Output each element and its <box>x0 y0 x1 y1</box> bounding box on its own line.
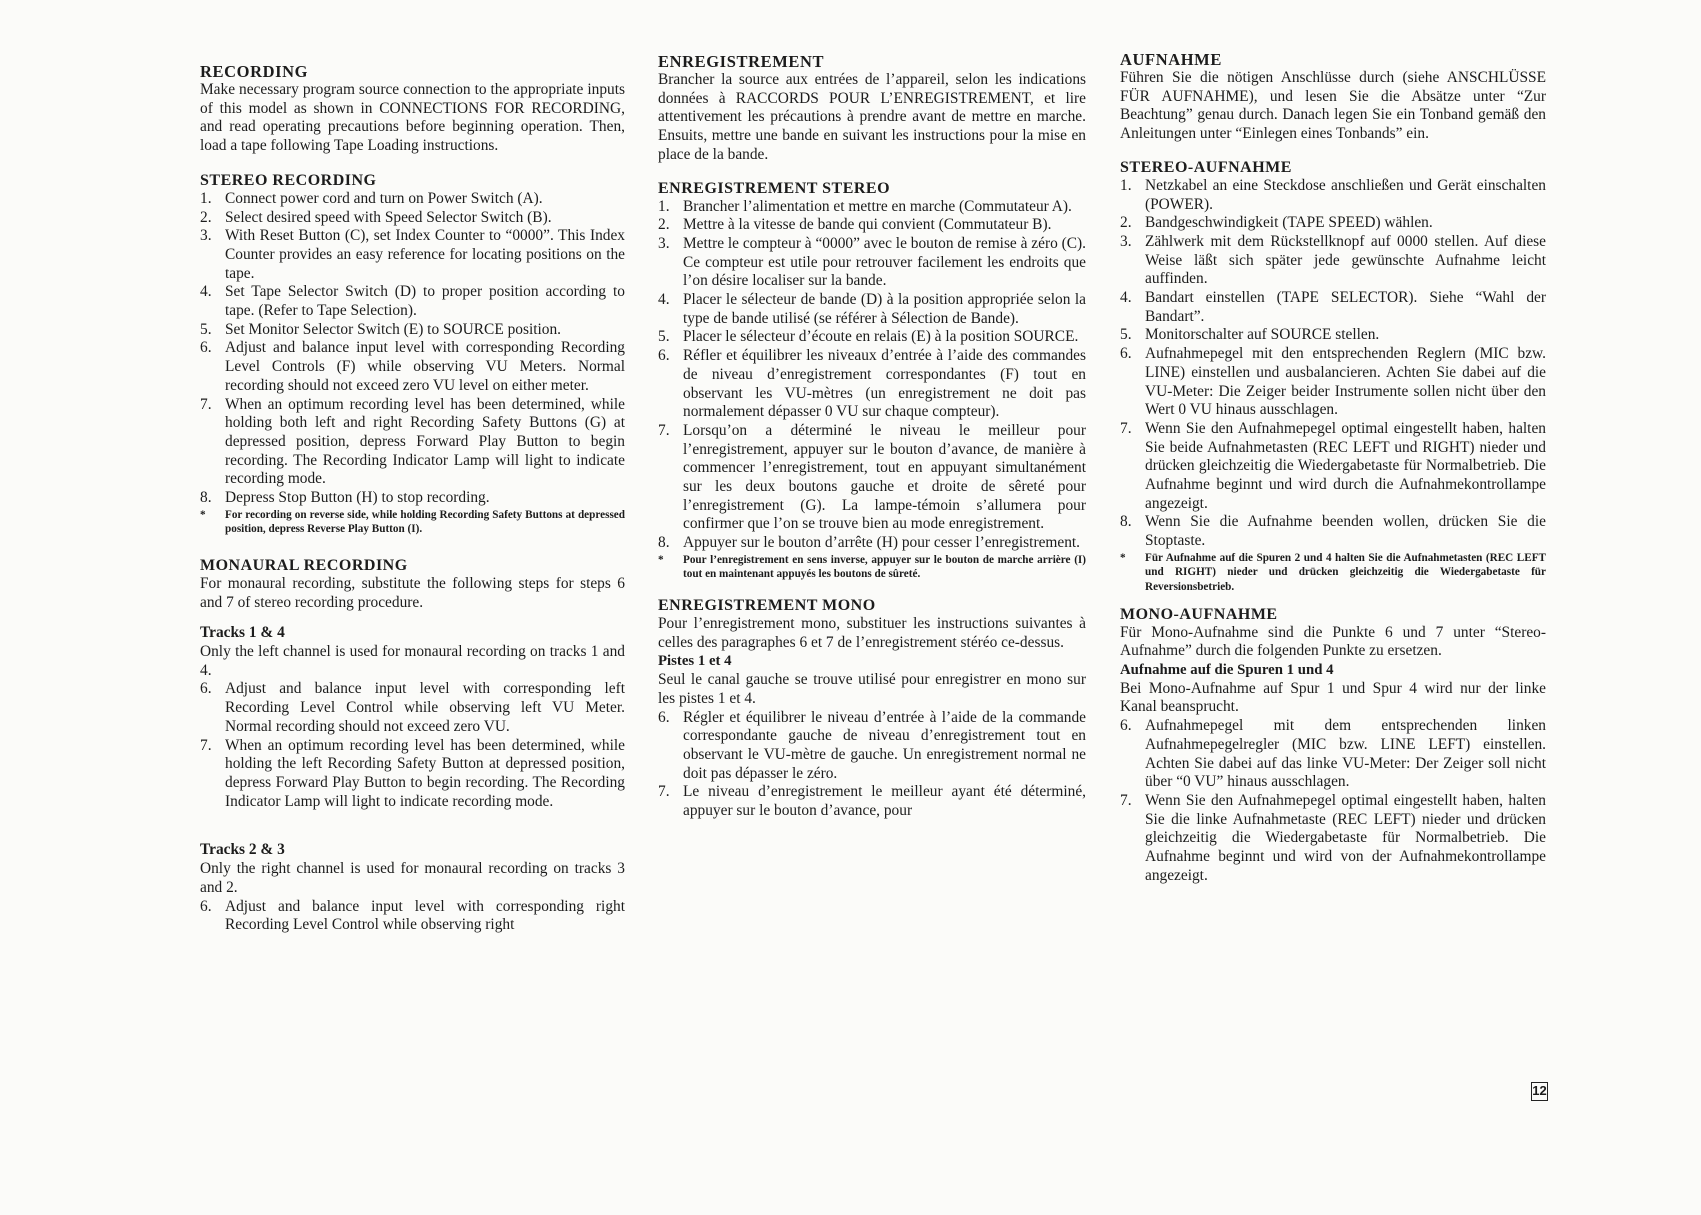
step: 6. Régler et équilibrer le niveau d’entrée à l’aide de la commande correspondante gauche de niveau d’enregistrement tout en observant le VU-mètre de gauche. Un enregistrement normal ne doit pas dépasser le zéro. <box>658 708 1086 782</box>
intro-paragraph: Führen Sie die nötigen Anschlüsse durch (siehe ANSCHLÜSSE FÜR AUFNAHME), und lesen Sie die Absätze unter “Zur Beachtung” genau durch. Danach legen Sie ein Tonband gemäß den Anleitungen unter “Einlegen eines Tonbands” ein. <box>1120 69 1546 143</box>
section-title: RECORDING <box>200 62 309 81</box>
step: 5. Monitorschalter auf SOURCE stellen. <box>1120 326 1380 344</box>
stereo-heading: STEREO-AUFNAHME <box>1120 158 1292 176</box>
reverse-note: * Für Aufnahme auf die Spuren 2 und 4 halten Sie die Aufnahmetasten (REC LEFT und RIGHT) nieder und drücken gleichzeitig die Wiedergabetaste für Reversionsbetrieb. <box>1120 551 1546 594</box>
step: 7. When an optimum recording level has been determined, while holding both left and right Recording Safety Buttons (G) at depressed position, depress Forward Play Button to begin recording. The Recording Indicator Lamp will light to indicate recording mode. <box>200 395 625 488</box>
tracks-1-4-steps <box>658 709 1086 821</box>
step: 3. Mettre le compteur à “0000” avec le bouton de remise à zéro (C). Ce compteur est utile pour retrouver facilement les endroits que l’on désire localiser sur la bande. <box>658 234 1086 290</box>
mono-heading: ENREGISTREMENT MONO <box>658 597 876 615</box>
stereo-heading: STEREO RECORDING <box>200 171 377 189</box>
mono-heading: MONO-AUFNAHME <box>1120 605 1278 623</box>
tracks-1-4-intro: Seul le canal gauche se trouve utilisé pour enregistrer en mono sur les pistes 1 et 4. <box>658 671 1086 707</box>
step: 3. Zählwerk mit dem Rückstellknopf auf 0000 stellen. Auf diese Weise läßt sich später jede gewünschte Aufnahme leicht auffinden. <box>1120 232 1546 288</box>
step: 8. Appuyer sur le bouton d’arrête (H) pour cesser l’enregistrement. <box>658 534 1081 552</box>
tracks-1-4-steps <box>200 680 625 811</box>
step: 6. Adjust and balance input level with corresponding right Recording Level Control while observing right <box>200 897 625 934</box>
tracks-2-3-intro: Only the right channel is used for monaural recording on tracks 3 and 2. <box>200 860 625 896</box>
step: 8. Depress Stop Button (H) to stop recording. <box>200 489 490 507</box>
step: 7. Lorsqu’on a déterminé le niveau le meilleur pour l’enregistrement, appuyer sur le bouton d’avance, de manière à commencer l’enregistrement, tout en appuyant simultanément sur les deux boutons gauche et droite de sêreté pour l’enregistrement (G). La lampe-témoin s’allumera pour confirmer que l’on se trouve bien au mode enregistrement. <box>658 421 1086 533</box>
step: 6. Aufnahmepegel mit dem entsprechenden linken Aufnahmepegelregler (MIC bzw. LINE LEFT) einstellen. Achten Sie dabei auf das linke VU-Meter: Der Zeiger soll nicht über “0 VU” hinaus ausschlagen. <box>1120 717 1546 791</box>
section-title: AUFNAHME <box>1120 50 1222 69</box>
step: 6. Aufnahmepegel mit den entsprechenden Reglern (MIC bzw. LINE) einstellen und ausbalancieren. Achten Sie dabei auf die VU-Meter: Die Zeiger beider Instrumente sollen nicht über den Wert 0 VU hinaus ausschlagen. <box>1120 345 1546 419</box>
tracks-2-3-steps <box>200 898 625 935</box>
step: 1. Netzkabel an eine Steckdose anschließen und Gerät einschalten (POWER). <box>1120 176 1546 213</box>
step: 7. Le niveau d’enregistrement le meilleur ayant été déterminé, appuyer sur le bouton d’avance, pour <box>658 783 1086 820</box>
german-column <box>1120 50 1546 886</box>
step: 2. Select desired speed with Speed Selector Switch (B). <box>200 208 552 226</box>
step: 1. Connect power cord and turn on Power Switch (A). <box>200 189 543 207</box>
stereo-steps <box>658 198 1086 553</box>
reverse-note: * For recording on reverse side, while holding Recording Safety Buttons at depressed position, depress Reverse Play Button (I). <box>200 508 625 536</box>
step: 2. Bandgeschwindigkeit (TAPE SPEED) wählen. <box>1120 214 1433 232</box>
mono-heading: MONAURAL RECORDING <box>200 556 408 574</box>
reverse-note: * Pour l’enregistrement en sens inverse, appuyer sur le bouton de marche arrière (I) tout en maintenant appuyés les boutons de sûreté. <box>658 553 1086 581</box>
mono-intro: Pour l’enregistrement mono, substituer les instructions suivantes à celles des paragraphes 6 et 7 de l’enregistrement stéréo ce-dessus. <box>658 615 1086 651</box>
stereo-steps <box>200 190 625 508</box>
step: 2. Mettre à la vitesse de bande qui convient (Commutateur B). <box>658 216 1052 234</box>
intro-paragraph: Brancher la source aux entrées de l’appareil, selon les indications données à RACCORDS POUR L’ENREGISTREMENT, et lire attentivement les précautions à prendre avant de mettre en marche. Ensuits, mettre une bande en suivant les instructions pour la mise en place de la bande. <box>658 71 1086 163</box>
step: 1. Brancher l’alimentation et mettre en marche (Commutateur A). <box>658 197 1072 215</box>
step: 7. Wenn Sie den Aufnahmepegel optimal eingestellt haben, halten Sie die linke Aufnahmetaste (REC LEFT) nieder und drücken gleichzeitig die Wiedergabetaste für Normalbetrieb. Die Aufnahme beginnt und wird von der Aufnahmekontrollampe angezeigt. <box>1120 791 1546 884</box>
stereo-steps <box>1120 177 1546 551</box>
step: 7. When an optimum recording level has been determined, while holding the left Recording Safety Button at depressed position, depress Forward Play Button to begin recording. The Recording Indicator Lamp will light to indicate recording mode. <box>200 736 625 810</box>
stereo-heading: ENREGISTREMENT STEREO <box>658 179 891 197</box>
mono-intro: Für Mono-Aufnahme sind die Punkte 6 und 7 unter “Stereo-Aufnahme” durch die folgenden Punkte zu ersetzen. <box>1120 623 1546 660</box>
tracks-1-4-steps <box>1120 717 1546 885</box>
intro-paragraph: Make necessary program source connection to the appropriate inputs of this model as shown in CONNECTIONS FOR RECORDING, and read operating precautions before beginning operation. Then, load a tape following Tape Loading instructions. <box>200 81 625 155</box>
step: 4. Placer le sélecteur de bande (D) à la position appropriée selon la type de bande utilisé (se référer à Sélection de Bande). <box>658 291 1086 327</box>
section-title: ENREGISTREMENT <box>658 52 825 71</box>
step: 5. Placer le sélecteur d’écoute en relais (E) à la position SOURCE. <box>658 328 1079 346</box>
mono-intro: For monaural recording, substitute the following steps for steps 6 and 7 of stereo recording procedure. <box>200 574 625 611</box>
tracks-1-4-intro: Bei Mono-Aufnahme auf Spur 1 und Spur 4 wird nur der linke Kanal beansprucht. <box>1120 679 1546 716</box>
step: 6. Adjust and balance input level with corresponding left Recording Level Control while observing left VU Meter. Normal recording should not exceed zero VU. <box>200 680 625 735</box>
step: 6. Adjust and balance input level with corresponding Recording Level Controls (F) while observing VU Meters. Normal recording should not exceed zero VU level on either meter. <box>200 339 625 394</box>
tracks-1-4-heading: Tracks 1 & 4 <box>200 624 285 642</box>
english-column <box>200 50 625 935</box>
step: 4. Set Tape Selector Switch (D) to proper position according to tape. (Refer to Tape Selection). <box>200 283 625 320</box>
page-number: 12 <box>1531 1082 1548 1101</box>
tracks-1-4-heading: Aufnahme auf die Spuren 1 und 4 <box>1120 662 1334 679</box>
french-column <box>658 50 1086 821</box>
step: 8. Wenn Sie die Aufnahme beenden wollen, drücken Sie die Stoptaste. <box>1120 513 1546 550</box>
step: 3. With Reset Button (C), set Index Counter to “0000”. This Index Counter provides an easy reference for locating positions on the tape. <box>200 227 625 282</box>
step: 5. Set Monitor Selector Switch (E) to SOURCE position. <box>200 320 562 338</box>
tracks-1-4-heading: Pistes 1 et 4 <box>658 653 732 670</box>
tracks-1-4-intro: Only the left channel is used for monaural recording on tracks 1 and 4. <box>200 643 625 679</box>
tracks-2-3-heading: Tracks 2 & 3 <box>200 841 285 859</box>
step: 4. Bandart einstellen (TAPE SELECTOR). Siehe “Wahl der Bandart”. <box>1120 289 1546 325</box>
step: 6. Réfler et équilibrer les niveaux d’entrée à l’aide des commandes de niveau d’enregistrement correspondantes (F) tout en observant les VU-mètres (un enregistrement ne doit pas normalement dépasser 0 VU sur chaque compteur). <box>658 347 1086 421</box>
step: 7. Wenn Sie den Aufnahmepegel optimal eingestellt haben, halten Sie beide Aufnahmetasten (REC LEFT und RIGHT) nieder und drücken gleichzeitig die Wiedergabetaste für Normalbetrieb. Die Aufnahme beginnt und wird durch die Aufnahmekontrollampe angezeigt. <box>1120 419 1546 512</box>
